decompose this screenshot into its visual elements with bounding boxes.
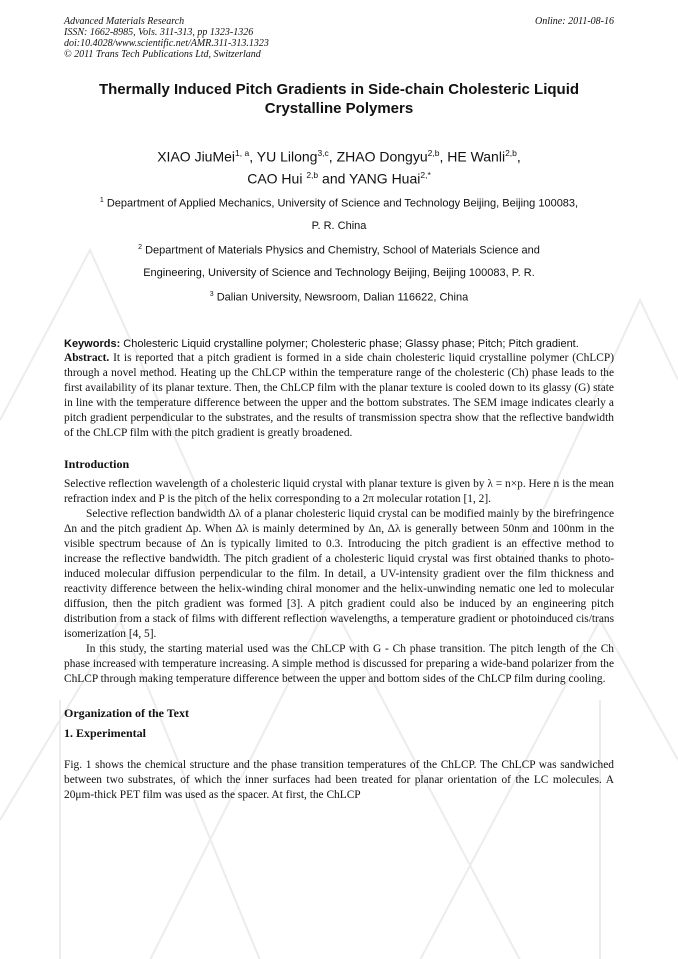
abstract: [64, 351, 614, 441]
author-name: XIAO JiuMei: [157, 148, 236, 165]
paragraph: Selective reflection wavelength of a cholesteric liquid crystal with planar texture is given by λ = n×p. Here n is the mean refraction index and P is the pitch of the helix corresponding to a 2π molecular rotation [1, 2].: [64, 478, 614, 506]
section-heading-introduction: Introduction: [64, 457, 130, 472]
paragraph: Fig. 1 shows the chemical structure and the phase transition temperatures of the ChLCP. The ChLCP was sandwiched between two substrates, of which the inner surfaces had been treated for planar orientation of the LC molecules. A 20μm-thick PET film was used as the spacer. At first, the ChLCP: [64, 759, 614, 802]
publication-info: [64, 16, 269, 60]
author-affiliation-mark: 2,*: [420, 169, 431, 180]
title-line-1: Thermally Induced Pitch Gradients in Side-chain Cholesteric Liquid: [98, 81, 580, 98]
affiliation-number: 1: [99, 197, 104, 205]
keywords-text: Cholesteric Liquid crystalline polymer; Cholesteric phase; Glassy phase; Pitch; Pitch gradient.: [120, 338, 579, 351]
author-conjunction: and: [318, 170, 350, 187]
keywords: [64, 338, 614, 351]
affiliation-1-cont: P. R. China: [311, 219, 367, 232]
author-separator: ,: [249, 148, 257, 165]
copyright-line: © 2011 Trans Tech Publications Ltd, Switzerland: [64, 49, 261, 60]
paper-title: [64, 80, 614, 118]
author-name: YANG Huai: [349, 170, 421, 187]
author-name: YU Lilong: [256, 148, 318, 165]
abstract-label: Abstract.: [64, 352, 110, 365]
affiliation-text: Department of Materials Physics and Chemistry, School of Materials Science and: [142, 244, 540, 257]
author-line-2: [64, 166, 614, 188]
author-affiliation-mark: 2,b: [306, 169, 319, 180]
keywords-label: Keywords:: [64, 338, 121, 351]
author-affiliation-mark: 2,b: [427, 148, 440, 158]
affiliation-1: [64, 190, 614, 215]
subsection-heading-experimental: 1. Experimental: [64, 726, 146, 741]
author-separator: ,: [516, 148, 521, 165]
author-line-1: [64, 144, 614, 166]
journal-name: Advanced Materials Research: [64, 16, 185, 27]
running-header: [64, 16, 614, 60]
affiliation-number: 2: [138, 243, 143, 251]
author-affiliation-mark: 1, a: [235, 148, 250, 158]
author-list: [64, 144, 614, 187]
affiliation-number: 3: [209, 290, 214, 298]
abstract-text: It is reported that a pitch gradient is formed in a side chain cholesteric liquid crystalline polymer (ChLCP) through a novel method. Heating up the ChLCP within the temperature range of the cholesteric (Ch) phase leads to the first availability of its planar texture. Then, the ChLCP film with the planar texture is cooled down to its glassy (G) state in line with the temperature difference between the upper and the bottom substrates. The SEM image indicates clearly a pitch gradient perpendicular to the substrates, and the results of transmission spectra show that the reflective bandwidth of the ChLCP film with the pitch gradient is greatly broadened.: [64, 352, 614, 440]
issn-line: ISSN: 1662-8985, Vols. 311-313, pp 1323-1326: [64, 27, 254, 38]
author-affiliation-mark: 2,b: [505, 148, 517, 158]
paragraph: Selective reflection bandwidth Δλ of a planar cholesteric liquid crystal can be modified mainly by the birefringence Δn and the pitch gradient Δp. When Δλ is mainly determined by Δn, Δλ is generally between 50nm and 100nm in the visible spectrum because of Δn is typically limited to 0.3. Introducing the pitch gradient is an effective method to increase the reflective bandwidth. The pitch gradient of a cholesteric liquid crystal was first obtained thanks to photo-induced molecular diffusion perpendicular to the film. In detail, a UV-intensity gradient over the film thickness and reactivity difference between the helix-winding chiral monomer and the helix-unwinding nematic one led to molecular diffusion, then the pitch gradient was formed [3]. A pitch gradient could also be induced by an engineering pitch distribution from a stack of films with different reflection wavelengths, a temperature gradient or photoinduced cis/trans isomerization [4, 5].: [64, 508, 614, 641]
title-line-2: Crystalline Polymers: [264, 100, 414, 117]
author-affiliation-mark: 3,c: [317, 148, 329, 158]
affiliation-text: Dalian University, Newsroom, Dalian 116622, China: [213, 291, 469, 304]
section-heading-organization: Organization of the Text: [64, 706, 189, 721]
author-separator: ,: [439, 148, 448, 165]
author-name: HE Wanli: [447, 148, 506, 165]
author-separator: ,: [328, 148, 337, 165]
affiliation-3: [64, 284, 614, 309]
paragraph: In this study, the starting material used was the ChLCP with G - Ch phase transition. The pitch length of the Ch phase increased with temperature increasing. A simple method is discussed for preparing a wide-band polarizer from the ChLCP through making temperature difference between the upper and bottom sides of the ChLCP film during cooling.: [64, 643, 614, 686]
affiliation-2: [64, 237, 614, 262]
online-date: Online: 2011-08-16: [535, 16, 614, 27]
affiliation-list: [64, 190, 614, 308]
affiliation-2-cont: Engineering, University of Science and Technology Beijing, Beijing 100083, P. R.: [143, 266, 535, 279]
author-name: ZHAO Dongyu: [336, 148, 428, 165]
affiliation-text: Department of Applied Mechanics, University of Science and Technology Beijing, Beijing 100083,: [103, 197, 579, 210]
author-name: CAO Hui: [247, 170, 307, 187]
doi-line: doi:10.4028/www.scientific.net/AMR.311-313.1323: [64, 38, 269, 49]
